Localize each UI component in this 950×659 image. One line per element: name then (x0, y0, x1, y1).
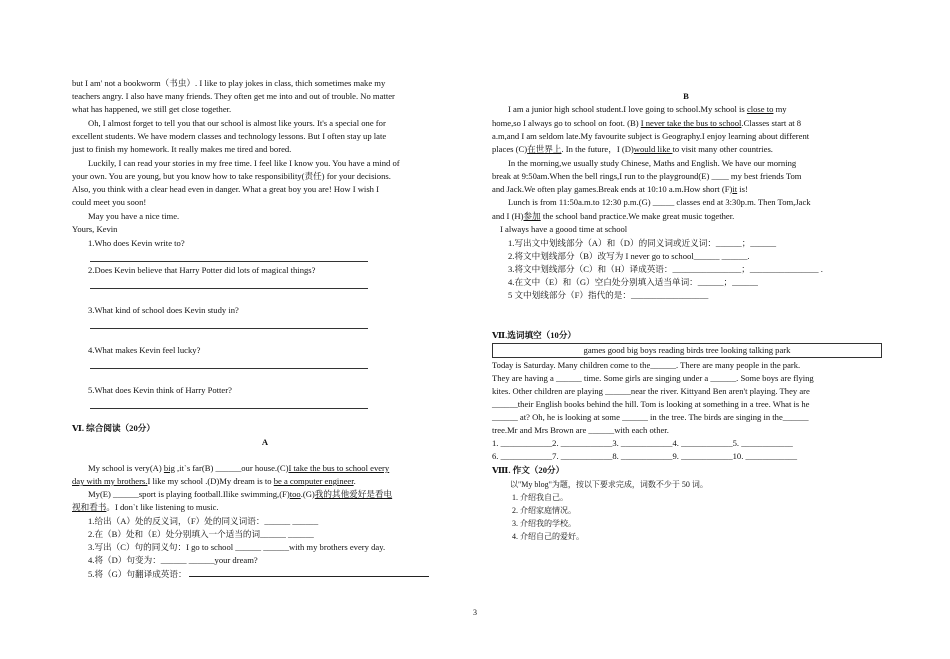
letter-signature: Yours, Kevin (72, 224, 118, 234)
underlined-text: I take the bus to school every (288, 463, 390, 473)
text-line: Luckily, I can read your stories in my free time. I feel like I know you. You have a mind of (88, 158, 400, 168)
text: My school is very(A) (88, 463, 164, 473)
underlined-text: day with my brothers. (72, 476, 148, 486)
section-6-title: Ⅵ. 综合阅读（20分） (72, 423, 155, 433)
underlined-text: 视和看书 (72, 502, 107, 512)
underlined-text: would like (633, 144, 673, 154)
answer-line[interactable] (90, 408, 368, 409)
passage-line (72, 502, 219, 513)
writing-item: 1. 介绍我自己。 (512, 493, 568, 502)
question: 1.Who does Kevin write to? (88, 238, 185, 248)
text: 。I don`t like listening to music. (106, 502, 219, 512)
cloze-line: They are having a ______ time. Some girls are singing under a ______. Some boys are flying (492, 373, 814, 383)
text: is! (737, 184, 748, 194)
text: and Jack.We often play games.Break ends at 10:10 a.m.How short (F) (492, 184, 733, 194)
text: . (353, 476, 356, 486)
cloze-line: kites. Other children are playing ______near the river. Kittyand Ben aren't playing. They are (492, 386, 810, 396)
passage-line (72, 476, 356, 487)
question: 4.将（D）句变为：______ ______your dream? (88, 555, 258, 565)
question: 2.Does Kevin believe that Harry Potter did lots of magical things? (88, 265, 316, 275)
passage-line (492, 104, 787, 115)
question: 4.在文中（E）和（G）空白处分别填入适当单词：______；______ (508, 277, 758, 287)
answer-line[interactable] (90, 261, 368, 262)
text: and I (H) (492, 211, 524, 221)
underlined-text: too (289, 489, 301, 499)
text-line: Also, you think with a clear head even in danger. What a great boy you are! How I wish I (72, 184, 379, 194)
answer-line[interactable] (90, 328, 368, 329)
text: My(E) ______sport is playing football.Ilike swimming,(F) (88, 489, 290, 499)
question: 3.写出（C）句的同义句：I go to school ______ ______with my brothers every day. (88, 542, 386, 552)
passage-line: I always have a goood time at school (500, 224, 628, 234)
writing-item: 3. 介绍我的学校。 (512, 519, 576, 528)
text: . In the future，I (D) (561, 144, 634, 154)
passage-a-title: A (261, 437, 269, 447)
question: 3.What kind of school does Kevin study in? (88, 305, 239, 315)
text: .(G) (300, 489, 315, 499)
question: 2.在（B）处和（E）处分别填入一个适当的词______ ______ (88, 529, 314, 539)
passage-line: In the morning,we usually study Chinese, Maths and English. We have our morning (508, 158, 797, 168)
text-line: what has happened, we still get close together. (72, 104, 232, 114)
cloze-line: ______ at? Oh, he is looking at some ______ in the tree. The birds are singing in the______ (492, 412, 809, 422)
underlined-text: close to (746, 104, 774, 114)
underlined-text: it (732, 184, 738, 194)
passage-line: Lunch is from 11:50a.m.to 12:30 p.m.(G) _____ classes end at 3:30p.m. Then Tom,Jack (508, 197, 811, 207)
passage-line: a.m,and I am seldom late.My favourite subject is Geography.I enjoy learning about different (492, 131, 810, 141)
answer-blank[interactable] (189, 568, 429, 577)
question: 1.给出（A）处的反义词，（F）处的同义词语：______ ______ (88, 516, 319, 526)
underlined-text: 在世界上 (527, 144, 562, 154)
text-line: your own. You are young, but you know how to take responsibility(责任) for your decisions. (72, 171, 391, 181)
question: 5 文中划线部分（F）指代的是：__________________ (508, 290, 709, 300)
text-line: excellent students. We have modern classes and technology lessons. But I often stay up late (72, 131, 387, 141)
text-line: but I am' not a bookworm（书虫）. I like to play jokes in class, thich sometimes make my (72, 78, 386, 88)
text-line: Oh, I almost forget to tell you that our school is almost like yours. It's a special one for (88, 118, 386, 128)
text-line: just to finish my homework. It really makes me tired and bored. (72, 144, 292, 154)
text: to visit many other countries. (672, 144, 773, 154)
passage-line (492, 144, 773, 155)
cloze-line: Today is Saturday. Many children come to the______. There are many people in the park. (492, 360, 801, 370)
text: I am a junior high school student.I love going to school.My school is (508, 104, 747, 114)
text: my (773, 104, 787, 114)
text-line: could meet you soon! (72, 197, 147, 207)
underlined-text: big (163, 463, 175, 473)
question: 1.写出文中划线部分（A）和（D）的同义词或近义词：______；______ (508, 238, 777, 248)
passage-b-title: B (683, 91, 689, 101)
writing-item: 2. 介绍家庭情况。 (512, 506, 576, 515)
question: 3.将文中划线部分（C）和（H）译成英语：________________；________________ . (508, 264, 823, 274)
cloze-line: ______their English books behind the hill. Tom is looking at something in a tree. What is he (492, 399, 810, 409)
answer-row[interactable]: 1. ____________2. ____________3. ____________4. ____________5. ____________ (492, 438, 793, 448)
question: 2.将文中划线部分（B）改写为 I never go to school______ ______. (508, 251, 750, 261)
text-line: teachers angry. I also have many friends. They often get me into and out of trouble. No matter (72, 91, 395, 101)
passage-line (72, 463, 389, 474)
text: I like my school .(D)My dream is to (147, 476, 274, 486)
answer-row[interactable]: 6. ____________7. ____________8. ____________9. ____________10. ____________ (492, 451, 798, 461)
answer-line[interactable] (90, 368, 368, 369)
passage-line (492, 184, 748, 195)
underlined-text: 参加 (523, 211, 541, 221)
text: places (C) (492, 144, 528, 154)
underlined-text: 我的其他爱好是看电 (314, 489, 393, 499)
writing-prompt: 以"My blog"为题，按以下要求完成，词数不少于 50 词。 (510, 480, 708, 489)
passage-line (492, 118, 801, 129)
text: the school band practice.We make great music together. (540, 211, 735, 221)
passage-line (492, 211, 734, 222)
question: 4.What makes Kevin feel lucky? (88, 345, 201, 355)
question (72, 568, 429, 580)
question: 5.What does Kevin think of Harry Potter? (88, 385, 232, 395)
underlined-text: I never take the bus to school (640, 118, 742, 128)
text: ,it`s far(B) ______our house.(C) (174, 463, 289, 473)
passage-line: break at 9:50am.When the bell rings,I run to the playground(E) ____ my best friends Tom (492, 171, 802, 181)
section-7-title: Ⅶ.选词填空（10分） (492, 330, 577, 340)
section-8-title: Ⅷ. 作文（20分） (492, 465, 565, 475)
writing-item: 4. 介绍自己的爱好。 (512, 532, 584, 541)
passage-line (72, 489, 392, 500)
answer-line[interactable] (90, 288, 368, 289)
question-text: 5.将（G）句翻译成英语： (88, 569, 187, 579)
text: .Classes start at 8 (741, 118, 802, 128)
text: home,so I always go to school on foot. (B) (492, 118, 641, 128)
underlined-text: be a computer engineer (273, 476, 354, 486)
cloze-line: tree.Mr and Mrs Brown are ______with each other. (492, 425, 669, 435)
word-bank-box: games good big boys reading birds tree looking talking park (492, 343, 882, 358)
page-number: 3 (473, 608, 477, 617)
letter-closing: May you have a nice time. (88, 211, 180, 221)
